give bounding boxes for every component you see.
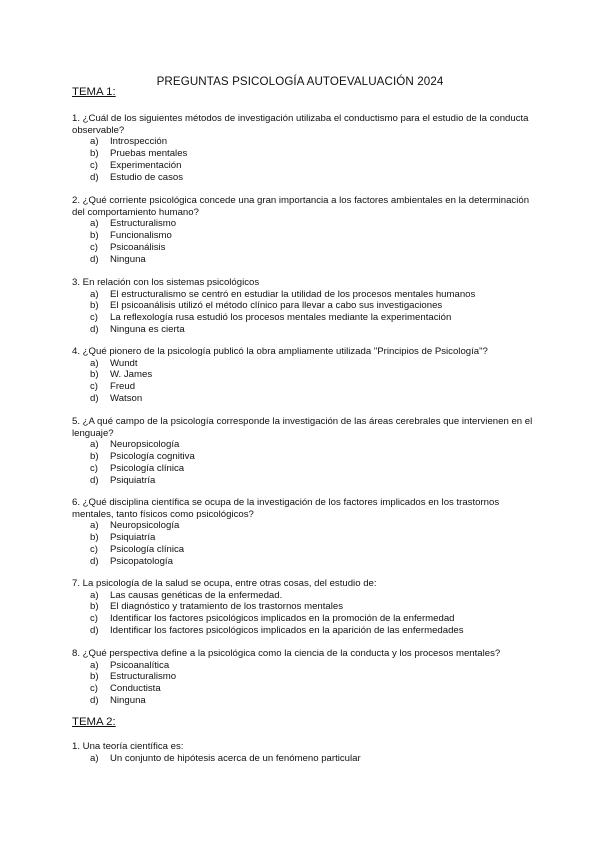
option-list — [72, 753, 534, 765]
option-text: Neuropsicología — [110, 439, 180, 451]
document-title: PREGUNTAS PSICOLOGÍA AUTOEVALUACIÓN 2024 — [156, 75, 444, 88]
option-letter: a) — [90, 659, 99, 671]
option-letter: a) — [90, 357, 99, 369]
question-text: 8. ¿Qué perspectiva define a la psicológica como la ciencia de la conducta y los procesos mentales? — [72, 648, 501, 659]
option-letter: b) — [90, 369, 99, 381]
section-heading-tema-2: TEMA 2: — [72, 716, 116, 728]
option-text: Psicología cognitiva — [110, 451, 195, 463]
option-d — [72, 254, 534, 266]
option-d — [72, 695, 534, 707]
option-b — [72, 369, 534, 381]
option-letter: c) — [90, 241, 98, 253]
option-d — [72, 172, 534, 184]
option-a — [72, 660, 534, 672]
option-letter: b) — [90, 451, 99, 463]
option-text: W. James — [110, 369, 153, 381]
option-letter: d) — [90, 694, 99, 706]
option-text: Pruebas mentales — [110, 148, 188, 160]
option-letter: a) — [90, 136, 99, 148]
option-b — [72, 532, 534, 544]
option-b — [72, 230, 534, 242]
option-text: Psiquiatría — [110, 474, 156, 486]
option-text: Ninguna — [110, 253, 146, 265]
option-text: El estructuralismo se centró en estudiar la utilidad de los procesos mentales humanos — [110, 288, 476, 300]
option-c — [72, 463, 534, 475]
option-text: Identificar los factores psicológicos implicados en la aparición de las enfermedades — [110, 624, 464, 636]
option-list — [72, 218, 534, 265]
option-b — [72, 671, 534, 683]
question-text: 2. ¿Qué corriente psicológica concede una gran importancia a los factores ambientales en la determinación del comportamiento humano? — [72, 195, 530, 218]
option-letter: d) — [90, 392, 99, 404]
question-text: 4. ¿Qué pionero de la psicología publicó la obra ampliamente utilizada "Principios de Psicología"? — [72, 346, 488, 357]
question-5 — [72, 416, 534, 486]
option-letter: a) — [90, 520, 99, 532]
option-a — [72, 289, 534, 301]
option-list — [72, 358, 534, 405]
option-letter: a) — [90, 218, 99, 230]
option-d — [72, 324, 534, 336]
option-text: Wundt — [110, 357, 138, 369]
option-b — [72, 148, 534, 160]
option-c — [72, 613, 534, 625]
option-b — [72, 601, 534, 613]
option-b — [72, 300, 534, 312]
option-d — [72, 625, 534, 637]
option-letter: b) — [90, 300, 99, 312]
option-text: Psiquiatría — [110, 532, 156, 544]
question-2 — [72, 195, 534, 265]
option-c — [72, 312, 534, 324]
option-c — [72, 544, 534, 556]
question-text: 5. ¿A qué campo de la psicología corresponde la investigación de las áreas cerebrales que intervienen en el lenguaje? — [72, 416, 533, 439]
question-6 — [72, 497, 534, 567]
option-letter: a) — [90, 752, 99, 764]
option-text: Un conjunto de hipótesis acerca de un fenómeno particular — [110, 752, 361, 764]
question-text: 1. ¿Cuál de los siguientes métodos de investigación utilizaba el conductismo para el estudio de la conducta observable? — [72, 113, 529, 136]
option-list — [72, 136, 534, 183]
option-text: Las causas genéticas de la enfermedad. — [110, 589, 283, 601]
option-text: Ninguna — [110, 694, 146, 706]
option-text: Psicopatología — [110, 555, 173, 567]
option-text: Estudio de casos — [110, 171, 184, 183]
option-text: Freud — [110, 381, 136, 393]
option-letter: b) — [90, 671, 99, 683]
option-c — [72, 683, 534, 695]
option-text: Conductista — [110, 683, 161, 695]
option-list — [72, 439, 534, 486]
option-letter: d) — [90, 323, 99, 335]
question-3 — [72, 277, 534, 336]
option-letter: d) — [90, 555, 99, 567]
option-list — [72, 289, 534, 336]
option-letter: c) — [90, 312, 98, 324]
option-text: Psicoanálisis — [110, 241, 166, 253]
option-text: Funcionalismo — [110, 230, 172, 242]
option-a — [72, 590, 534, 602]
option-b — [72, 451, 534, 463]
section-heading-tema-1: TEMA 1: — [72, 86, 116, 98]
option-letter: c) — [90, 613, 98, 625]
question-7 — [72, 578, 534, 637]
option-letter: c) — [90, 159, 98, 171]
option-list — [72, 590, 534, 637]
option-letter: d) — [90, 171, 99, 183]
option-text: Estructuralismo — [110, 671, 177, 683]
option-letter: a) — [90, 439, 99, 451]
question-text: 1. Una teoría científica es: — [72, 741, 184, 752]
option-text: Introspección — [110, 136, 168, 148]
option-letter: c) — [90, 683, 98, 695]
option-text: Psicología clínica — [110, 462, 185, 474]
option-letter: c) — [90, 543, 98, 555]
option-letter: b) — [90, 532, 99, 544]
option-text: Watson — [110, 392, 143, 404]
option-a — [72, 439, 534, 451]
option-d — [72, 393, 534, 405]
option-c — [72, 160, 534, 172]
option-a — [72, 753, 534, 765]
option-text: Ninguna es cierta — [110, 323, 185, 335]
option-a — [72, 136, 534, 148]
option-text: Neuropsicología — [110, 520, 180, 532]
option-letter: c) — [90, 462, 98, 474]
option-letter: d) — [90, 474, 99, 486]
option-letter: b) — [90, 601, 99, 613]
question-1 — [72, 113, 534, 183]
question-8 — [72, 648, 534, 707]
option-letter: d) — [90, 624, 99, 636]
option-text: El diagnóstico y tratamiento de los trastornos mentales — [110, 601, 344, 613]
option-d — [72, 475, 534, 487]
option-a — [72, 358, 534, 370]
option-list — [72, 660, 534, 707]
option-a — [72, 218, 534, 230]
option-letter: b) — [90, 230, 99, 242]
question-tema2-1 — [72, 741, 534, 764]
option-text: Psicología clínica — [110, 543, 185, 555]
question-text: 7. La psicología de la salud se ocupa, entre otras cosas, del estudio de: — [72, 578, 377, 589]
option-text: Identificar los factores psicológicos implicados en la promoción de la enfermedad — [110, 613, 455, 625]
option-text: La reflexología rusa estudió los procesos mentales mediante la experimentación — [110, 312, 452, 324]
option-c — [72, 242, 534, 254]
option-letter: a) — [90, 589, 99, 601]
option-list — [72, 520, 534, 567]
option-letter: a) — [90, 288, 99, 300]
question-text: 3. En relación con los sistemas psicológicos — [72, 277, 260, 288]
option-text: Experimentación — [110, 159, 182, 171]
option-text: Psicoanalítica — [110, 659, 170, 671]
option-text: El psicoanálisis utilizó el método clínico para llevar a cabo sus investigaciones — [110, 300, 443, 312]
option-letter: c) — [90, 381, 98, 393]
option-a — [72, 520, 534, 532]
option-d — [72, 556, 534, 568]
option-c — [72, 381, 534, 393]
question-4 — [72, 346, 534, 405]
option-letter: d) — [90, 253, 99, 265]
option-letter: b) — [90, 148, 99, 160]
option-text: Estructuralismo — [110, 218, 177, 230]
question-text: 6. ¿Qué disciplina científica se ocupa de la investigación de los factores implicados en los trastornos mentales, tanto físicos como psicológicos? — [72, 497, 500, 520]
